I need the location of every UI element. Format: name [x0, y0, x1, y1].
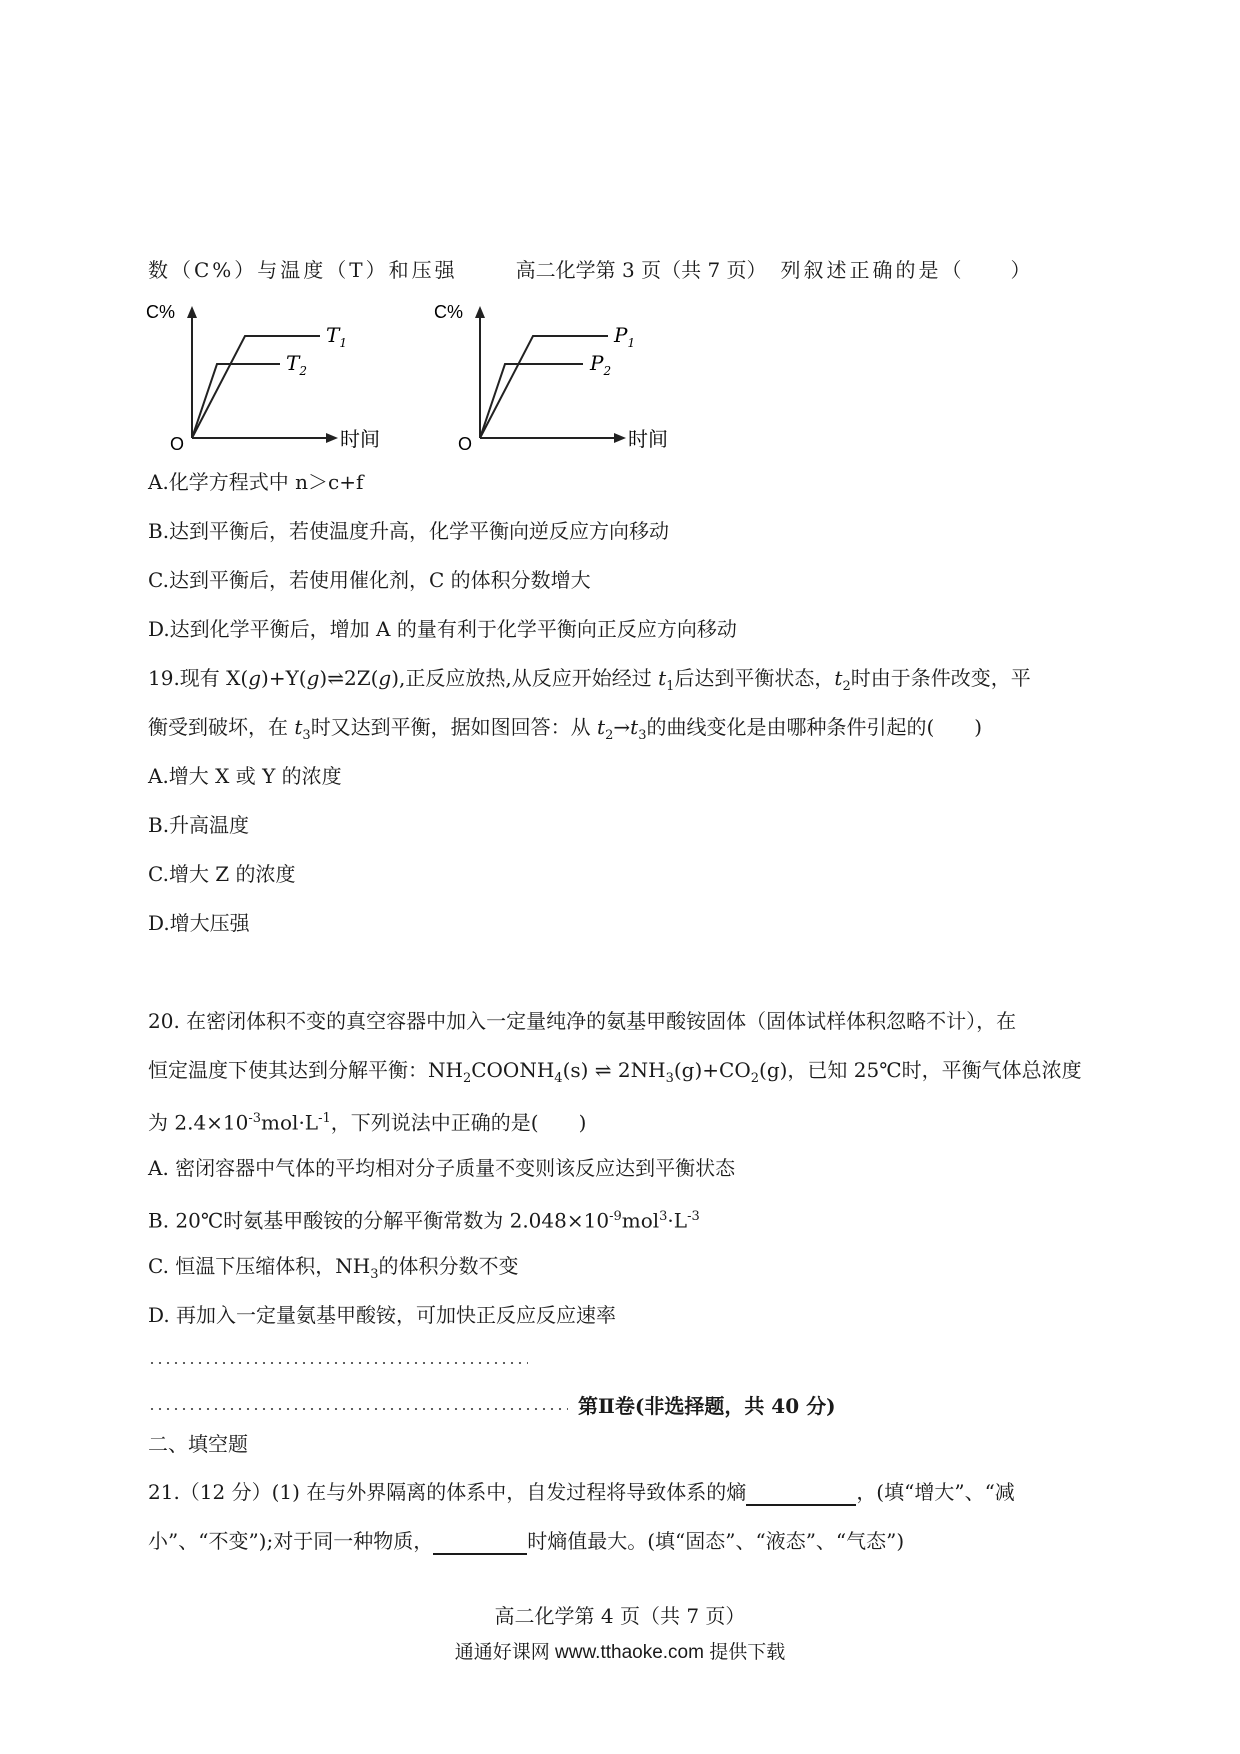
- graph2-p1-sub: 1: [627, 336, 636, 350]
- q20-sub: 4: [554, 1071, 563, 1086]
- q19-text: )+Y(: [261, 666, 307, 690]
- q19-sub: 2: [605, 728, 614, 743]
- q18-option-b: B.达到平衡后，若使温度升高，化学平衡向逆反应方向移动: [148, 519, 670, 543]
- q19-t: t: [294, 715, 303, 739]
- q20-sup: -3: [687, 1209, 700, 1224]
- q19-g: g: [378, 666, 392, 690]
- graph1-xlabel: 时间: [340, 427, 380, 451]
- q20-text: B. 20℃时氨基甲酸铵的分解平衡常数为 2.048×10: [148, 1208, 610, 1233]
- q19-arrow: →: [613, 715, 631, 739]
- q19-option-c: C.增大 Z 的浓度: [148, 862, 296, 886]
- q19-option-b: B.升高温度: [148, 813, 250, 837]
- q18-stem-left: 数（C%）与温度（T）和压强: [148, 258, 458, 282]
- q19-sub: 3: [638, 728, 647, 743]
- q21-line1: [148, 1478, 1015, 1506]
- q18-option-a: A.化学方程式中 n＞c+f: [148, 470, 364, 494]
- q20-option-d: D. 再加入一定量氨基甲酸铵，可加快正反应反应速率: [148, 1303, 617, 1327]
- graph1-curve-t2: [192, 364, 280, 438]
- q18-option-c: C.达到平衡后，若使用催化剂，C 的体积分数增大: [148, 568, 591, 592]
- q19-text: 时又达到平衡，据如图回答：从: [310, 715, 598, 739]
- q20-option-b: [148, 1203, 700, 1235]
- q19-sub: 2: [842, 679, 851, 694]
- graph1-ylabel: C%: [146, 302, 176, 322]
- graph1-curve-t1: [192, 336, 320, 438]
- q18-stem: [148, 256, 1034, 284]
- graph1-t2-label: T: [286, 351, 300, 375]
- q19-g: g: [248, 666, 262, 690]
- q19-sub: 1: [666, 679, 675, 694]
- q18-graph-temperature: [140, 298, 390, 458]
- q20-sub: 2: [462, 1071, 472, 1086]
- q19-text: 的曲线变化是由哪种条件引起的( ): [646, 715, 983, 739]
- graph2-origin: O: [458, 434, 473, 454]
- q19-option-d: D.增大压强: [148, 911, 250, 935]
- q21-text: 21.（12 分）(1) 在与外界隔离的体系中，自发过程将导致体系的熵: [148, 1480, 747, 1504]
- q20-sup: -1: [318, 1111, 331, 1126]
- q19-stem-line1: [148, 664, 1031, 701]
- graph2-p1-label: P: [614, 323, 628, 347]
- q20-text: COONH: [471, 1058, 555, 1082]
- graph1-t2-sub: 2: [299, 364, 307, 378]
- q20-sub: 2: [750, 1071, 760, 1086]
- q19-t: t: [658, 666, 667, 690]
- graph2-ylabel: C%: [434, 302, 464, 322]
- q19-sub: 3: [302, 728, 311, 743]
- q20-option-a: A. 密闭容器中气体的平均相对分子质量不变则该反应达到平衡状态: [148, 1156, 736, 1180]
- svg-text:P2: [589, 351, 611, 378]
- section2-title: 第Ⅱ卷(非选择题，共 40 分): [578, 1394, 836, 1418]
- dotted-separator: [148, 1408, 568, 1410]
- q19-option-a: A.增大 X 或 Y 的浓度: [148, 764, 342, 788]
- svg-text:T2: [286, 351, 307, 378]
- graph2-curve-p1: [480, 336, 608, 438]
- q19-text: ),正反应放热,从反应开始经过: [391, 666, 659, 690]
- section2-heading: 二、填空题: [148, 1432, 248, 1456]
- q20-sup: -9: [609, 1209, 622, 1224]
- q19-text: 衡受到破坏，在: [148, 715, 295, 739]
- graph1-t1-sub: 1: [339, 336, 347, 350]
- q20-text: mol·L: [261, 1110, 319, 1135]
- svg-text:T1: [326, 323, 347, 350]
- q21-text: ，(填“增大”、“减: [856, 1480, 1015, 1504]
- q20-text: C. 恒温下压缩体积，NH: [148, 1254, 371, 1278]
- q19-t: t: [597, 715, 606, 739]
- q20-text: 为 2.4×10: [148, 1110, 249, 1135]
- q20-text: ·L: [667, 1208, 688, 1233]
- graph2-curve-p2: [480, 364, 583, 438]
- q21-text: 小”、“不变”);对于同一种物质，: [148, 1529, 434, 1553]
- q20-option-c: [148, 1252, 519, 1289]
- q20-text: 的体积分数不变: [378, 1254, 519, 1278]
- graph1-origin: O: [170, 434, 185, 454]
- q19-text: 19.现有 X(: [148, 666, 249, 690]
- graph1-t1-label: T: [326, 323, 340, 347]
- graph2-xlabel: 时间: [628, 427, 668, 451]
- q21-blank-state[interactable]: [433, 1531, 527, 1555]
- footer-site: 通通好课网 www.tthaoke.com 提供下载: [454, 1642, 786, 1663]
- q20-text: (g)，已知 25℃时，平衡气体总浓度: [759, 1058, 1082, 1082]
- q20-sub: 3: [665, 1071, 674, 1086]
- q20-sup: -3: [248, 1111, 262, 1126]
- graph2-p2-label: P: [590, 351, 604, 375]
- q20-sub: 3: [370, 1267, 379, 1282]
- q20-sup: 3: [659, 1209, 668, 1224]
- graph2-p2-sub: 2: [603, 364, 612, 378]
- q21-text: 时熵值最大。(填“固态”、“液态”、“气态”): [527, 1529, 905, 1553]
- dotted-separator: [148, 1362, 528, 1364]
- footer-page-number: 高二化学第 4 页（共 7 页）: [494, 1604, 746, 1628]
- q19-t: t: [630, 715, 639, 739]
- q19-t: t: [834, 666, 843, 690]
- svg-text:P1: [613, 323, 635, 350]
- q20-stem-line2: [148, 1056, 1082, 1093]
- q19-text: 后达到平衡状态，: [674, 666, 835, 690]
- q18-graph-pressure: [428, 298, 678, 458]
- q18-option-d: D.达到化学平衡后，增加 A 的量有利于化学平衡向正反应方向移动: [148, 617, 737, 641]
- q19-stem-line2: [148, 713, 982, 750]
- q18-page-overlay: 高二化学第 3 页（共 7 页）: [515, 258, 767, 282]
- q21-blank-entropy[interactable]: [746, 1482, 856, 1506]
- q18-stem-right: 列叙述正确的是（ ）: [780, 258, 1034, 282]
- q20-text: mol: [621, 1208, 660, 1233]
- q19-g: g: [306, 666, 320, 690]
- q19-text: 时由于条件改变，平: [850, 666, 1031, 690]
- q20-stem-line3: [148, 1105, 586, 1137]
- q20-text: (g)+CO: [673, 1058, 751, 1082]
- q20-text: 恒定温度下使其达到分解平衡：NH: [148, 1058, 463, 1082]
- q21-line2: [148, 1527, 904, 1555]
- q20-stem-line1: 20. 在密闭体积不变的真空容器中加入一定量纯净的氨基甲酸铵固体（固体试样体积忽略不计），在: [148, 1009, 1017, 1033]
- q20-text: (s) ⇌ 2NH: [562, 1058, 666, 1082]
- q19-text: )⇌2Z(: [319, 666, 379, 690]
- q20-text: ，下列说法中正确的是( ): [330, 1110, 587, 1135]
